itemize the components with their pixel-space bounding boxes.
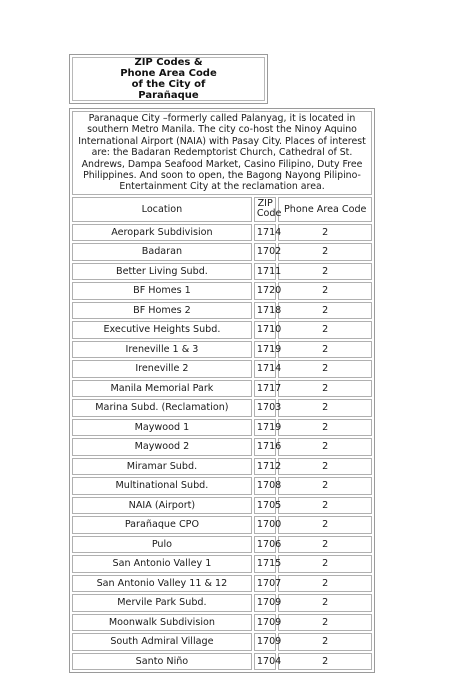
- zip-header-line-1: ZIP: [257, 198, 273, 210]
- zip-cell: 1720: [254, 282, 277, 300]
- zip-cell: 1707: [254, 575, 277, 593]
- location-header: Location: [72, 197, 252, 222]
- title-line-2: Phone Area Code: [120, 68, 217, 79]
- zip-code-table: [69, 108, 375, 673]
- zip-cell: 1702: [254, 243, 277, 261]
- location-cell: San Antonio Valley 1: [72, 555, 252, 573]
- location-cell: San Antonio Valley 11 & 12: [72, 575, 252, 593]
- zip-cell: 1703: [254, 399, 277, 417]
- area-code-cell: 2: [278, 516, 372, 534]
- table-row: [72, 243, 372, 261]
- location-cell: Santo Niño: [72, 653, 252, 671]
- zip-cell: 1709: [254, 633, 277, 651]
- area-code-cell: 2: [278, 575, 372, 593]
- area-code-cell: 2: [278, 360, 372, 378]
- area-code-cell: 2: [278, 653, 372, 671]
- location-cell: BF Homes 1: [72, 282, 252, 300]
- zip-cell: 1719: [254, 419, 277, 437]
- table-row: [72, 380, 372, 398]
- area-code-cell: 2: [278, 224, 372, 242]
- zip-cell: 1719: [254, 341, 277, 359]
- location-cell: NAIA (Airport): [72, 497, 252, 515]
- table-row: [72, 536, 372, 554]
- table-row: [72, 263, 372, 281]
- location-cell: Parañaque CPO: [72, 516, 252, 534]
- location-cell: Pulo: [72, 536, 252, 554]
- zip-cell: 1714: [254, 360, 277, 378]
- location-cell: BF Homes 2: [72, 302, 252, 320]
- table-row: [72, 633, 372, 651]
- area-code-cell: 2: [278, 399, 372, 417]
- area-code-cell: 2: [278, 321, 372, 339]
- zip-header: [254, 197, 282, 222]
- location-cell: Ireneville 2: [72, 360, 252, 378]
- location-cell: Moonwalk Subdivision: [72, 614, 252, 632]
- title-inner: [72, 57, 265, 101]
- table-row: [72, 614, 372, 632]
- zip-cell: 1710: [254, 321, 277, 339]
- title-line-4: Parañaque: [138, 90, 199, 101]
- zip-header-line-2: Code: [256, 208, 282, 220]
- location-cell: Multinational Subd.: [72, 477, 252, 495]
- area-code-cell: 2: [278, 438, 372, 456]
- area-code-cell: 2: [278, 633, 372, 651]
- area-code-cell: 2: [278, 243, 372, 261]
- table-row: [72, 302, 372, 320]
- zip-cell: 1709: [254, 594, 277, 612]
- area-code-cell: 2: [278, 614, 372, 632]
- table-row: [72, 399, 372, 417]
- area-code-cell: 2: [278, 497, 372, 515]
- zip-cell: 1714: [254, 224, 277, 242]
- zip-cell: 1718: [254, 302, 277, 320]
- location-cell: South Admiral Village: [72, 633, 252, 651]
- title-line-3: of the City of: [131, 79, 206, 90]
- description-text: Paranaque City –formerly called Palanyag, it is located in southern Metro Manila. The city co-host the Ninoy Aquino International Airport (NAIA) with Pasay City. Places of interest are: the Badaran Redemptorist Church, Cathedral of St. Andrews, Dampa Seafood Market, Casino Filipino, Duty Free Philippines. And soon to open, the Bagong Nayong Pilipino-Entertainment City at the reclamation area.: [72, 111, 372, 195]
- table-row: [72, 224, 372, 242]
- table-row: [72, 321, 372, 339]
- location-cell: Ireneville 1 & 3: [72, 341, 252, 359]
- description-row: [72, 111, 372, 195]
- table-row: [72, 516, 372, 534]
- location-cell: Miramar Subd.: [72, 458, 252, 476]
- table-row: [72, 477, 372, 495]
- area-code-cell: 2: [278, 458, 372, 476]
- location-cell: Mervile Park Subd.: [72, 594, 252, 612]
- zip-cell: 1704: [254, 653, 277, 671]
- table-row: [72, 458, 372, 476]
- table-row: [72, 497, 372, 515]
- zip-cell: 1715: [254, 555, 277, 573]
- zip-cell: 1716: [254, 438, 277, 456]
- zip-cell: 1708: [254, 477, 277, 495]
- area-code-header: Phone Area Code: [278, 197, 372, 222]
- header-row: [72, 197, 372, 222]
- area-code-cell: 2: [278, 282, 372, 300]
- zip-cell: 1705: [254, 497, 277, 515]
- area-code-cell: 2: [278, 536, 372, 554]
- table-row: [72, 555, 372, 573]
- location-cell: Aeropark Subdivision: [72, 224, 252, 242]
- table-row: [72, 341, 372, 359]
- location-cell: Better Living Subd.: [72, 263, 252, 281]
- zip-cell: 1717: [254, 380, 277, 398]
- area-code-cell: 2: [278, 477, 372, 495]
- location-cell: Executive Heights Subd.: [72, 321, 252, 339]
- table-row: [72, 360, 372, 378]
- area-code-cell: 2: [278, 341, 372, 359]
- zip-cell: 1711: [254, 263, 277, 281]
- table-row: [72, 438, 372, 456]
- area-code-cell: 2: [278, 555, 372, 573]
- table-row: [72, 419, 372, 437]
- location-cell: Manila Memorial Park: [72, 380, 252, 398]
- location-cell: Badaran: [72, 243, 252, 261]
- zip-cell: 1712: [254, 458, 277, 476]
- table-row: [72, 653, 372, 671]
- location-cell: Maywood 1: [72, 419, 252, 437]
- table-row: [72, 594, 372, 612]
- area-code-cell: 2: [278, 419, 372, 437]
- title-line-1: ZIP Codes &: [134, 57, 203, 68]
- table-row: [72, 282, 372, 300]
- area-code-cell: 2: [278, 594, 372, 612]
- zip-cell: 1709: [254, 614, 277, 632]
- zip-cell: 1700: [254, 516, 277, 534]
- zip-cell: 1706: [254, 536, 277, 554]
- area-code-cell: 2: [278, 302, 372, 320]
- location-cell: Maywood 2: [72, 438, 252, 456]
- location-cell: Marina Subd. (Reclamation): [72, 399, 252, 417]
- area-code-cell: 2: [278, 263, 372, 281]
- area-code-cell: 2: [278, 380, 372, 398]
- table-row: [72, 575, 372, 593]
- title-box: [69, 54, 268, 104]
